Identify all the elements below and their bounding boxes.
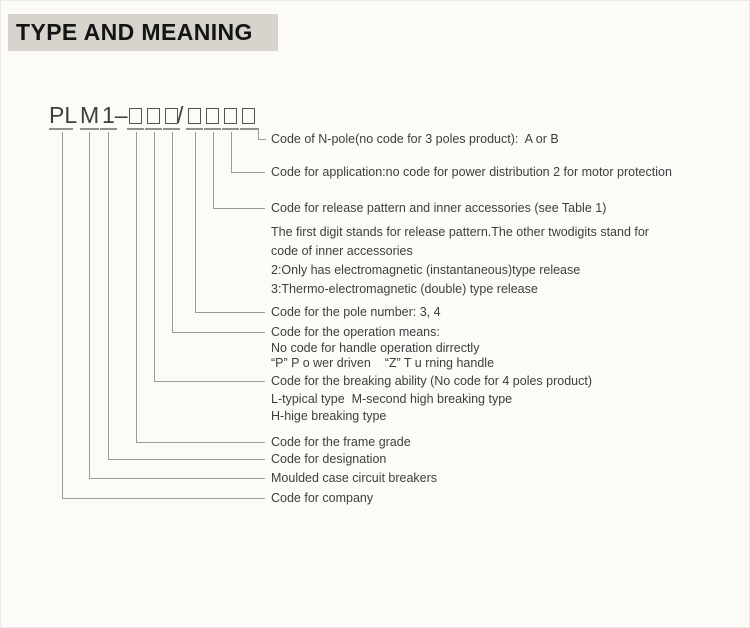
- hline-frame-grade: [136, 442, 265, 443]
- underline-box-7: [240, 128, 259, 130]
- underline-box-2: [145, 128, 162, 130]
- callout-pole-number-code: Code for the pole number: 3, 4: [271, 305, 441, 319]
- underline-box-4: [186, 128, 203, 130]
- callout-application-code: Code for application:no code for power distribution 2 for motor protection: [271, 165, 672, 179]
- hline-application: [231, 172, 265, 173]
- note-release-type-2: 2:Only has electromagnetic (instantaneous)type release: [271, 263, 581, 277]
- vline-mccb: [89, 132, 90, 478]
- note-release-pattern-line1: The first digit stands for release pattern.The other twodigits stand for: [271, 225, 649, 239]
- vline-frame-grade: [136, 132, 137, 442]
- vline-company: [62, 132, 63, 498]
- digit-box-6: [224, 108, 237, 124]
- note-breaking-h: H-hige breaking type: [271, 409, 387, 423]
- callout-designation-code: Code for designation: [271, 452, 387, 466]
- digit-box-1: [129, 108, 142, 124]
- underline-type: [80, 128, 99, 130]
- underline-box-1: [127, 128, 144, 130]
- callout-release-pattern-code: Code for release pattern and inner accessories (see Table 1): [271, 201, 607, 215]
- vline-application: [231, 132, 232, 172]
- hline-release-pattern: [213, 208, 265, 209]
- note-operation-no-code: No code for handle operation dirrectly: [271, 341, 480, 355]
- vline-designation: [108, 132, 109, 459]
- section-title: TYPE AND MEANING: [8, 14, 278, 51]
- callout-operation-means-code: Code for the operation means:: [271, 325, 440, 339]
- note-release-pattern-line2: code of inner accessories: [271, 244, 413, 258]
- digit-box-5: [206, 108, 219, 124]
- vline-operation-means: [172, 132, 173, 332]
- callout-company-code: Code for company: [271, 491, 374, 505]
- callout-breaking-ability-code: Code for the breaking ability (No code for 4 poles product): [271, 374, 593, 388]
- code-type-letter: M: [80, 102, 100, 128]
- underline-box-5: [204, 128, 221, 130]
- digit-box-2: [147, 108, 160, 124]
- underline-company: [49, 128, 73, 130]
- digit-box-4: [188, 108, 201, 124]
- hline-breaking-ability: [154, 381, 265, 382]
- digit-box-3: [165, 108, 178, 124]
- code-separator-slash: /: [177, 102, 184, 128]
- hline-n-pole: [258, 139, 266, 140]
- code-designation-digit: 1–: [102, 102, 128, 128]
- hline-designation: [108, 459, 265, 460]
- note-breaking-l-m: L-typical type M-second high breaking type: [271, 392, 513, 406]
- callout-frame-grade-code: Code for the frame grade: [271, 435, 411, 449]
- underline-designation: [100, 128, 117, 130]
- underline-box-6: [222, 128, 239, 130]
- code-company-letters: PL: [49, 102, 78, 128]
- vline-pole-number: [195, 132, 196, 312]
- hline-company: [62, 498, 265, 499]
- callout-mccb: Moulded case circuit breakers: [271, 471, 438, 485]
- hline-mccb: [89, 478, 265, 479]
- note-release-type-3: 3:Thermo-electromagnetic (double) type release: [271, 282, 538, 296]
- underline-box-3: [163, 128, 180, 130]
- vline-n-pole: [258, 129, 259, 139]
- callout-n-pole-code: Code of N-pole(no code for 3 poles product): A or B: [271, 132, 559, 146]
- digit-box-7: [242, 108, 255, 124]
- vline-release-pattern: [213, 132, 214, 208]
- vline-breaking-ability: [154, 132, 155, 381]
- hline-operation-means: [172, 332, 265, 333]
- hline-pole-number: [195, 312, 265, 313]
- note-operation-p-z: “P” P o wer driven “Z” T u rning handle: [271, 356, 495, 370]
